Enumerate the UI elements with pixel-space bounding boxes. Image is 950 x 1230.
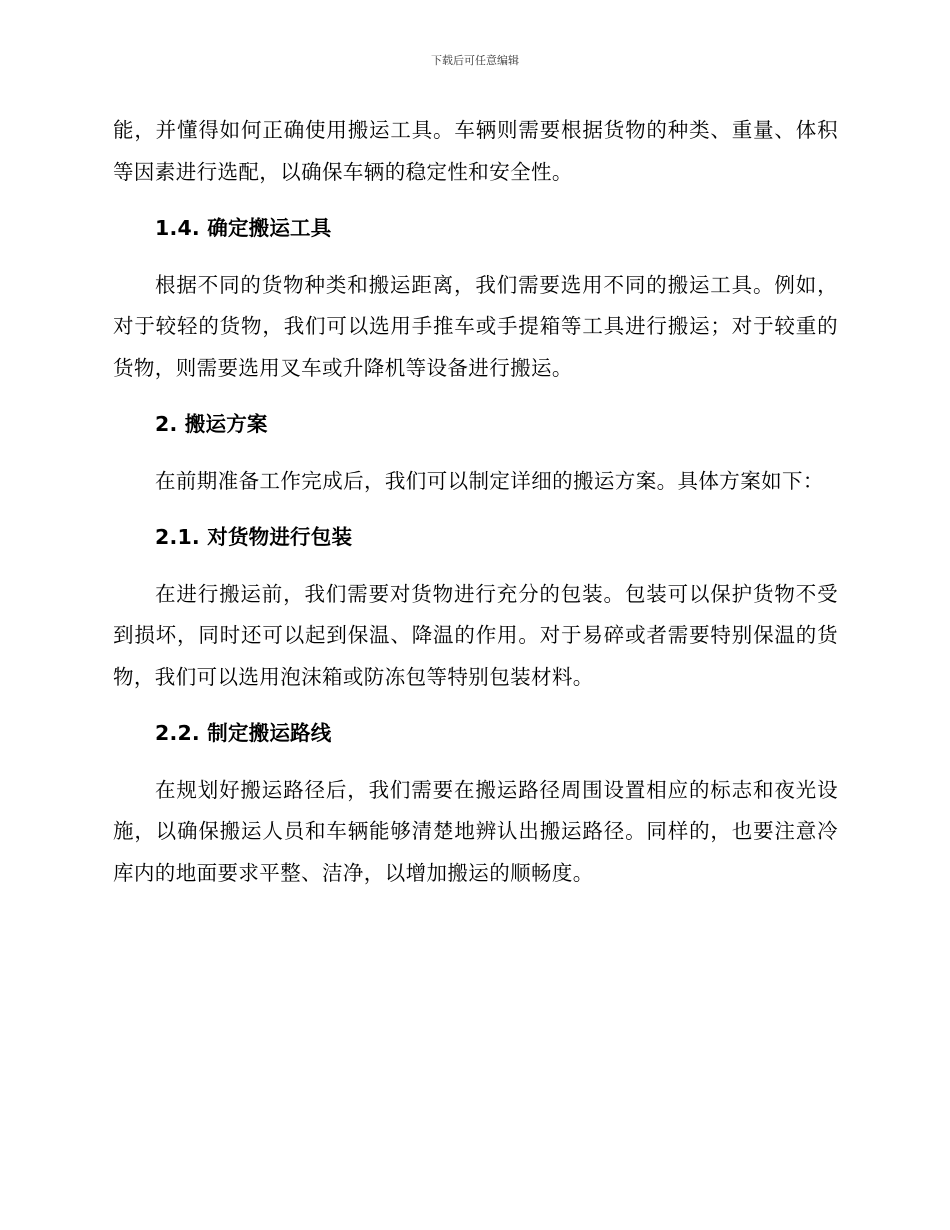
paragraph-tools: 根据不同的货物种类和搬运距离，我们需要选用不同的搬运工具。例如，对于较轻的货物，我们可以选用手推车或手提箱等工具进行搬运；对于较重的货物，则需要选用叉车或升降机等设备进行搬运。 <box>113 272 838 380</box>
paragraph-continued: 能，并懂得如何正确使用搬运工具。车辆则需要根据货物的种类、重量、体积等因素进行选配，以确保车辆的稳定性和安全性。 <box>113 118 838 184</box>
section-heading-2: 2. 搬运方案 <box>155 412 268 436</box>
paragraph-plan: 在前期准备工作完成后，我们可以制定详细的搬运方案。具体方案如下： <box>155 468 824 493</box>
section-heading-1-4: 1.4. 确定搬运工具 <box>155 216 332 240</box>
paragraph-packaging: 在进行搬运前，我们需要对货物进行充分的包装。包装可以保护货物不受到损坏，同时还可以起到保温、降温的作用。对于易碎或者需要特别保温的货物，我们可以选用泡沫箱或防冻包等特别包装材料。 <box>113 581 838 689</box>
section-heading-2-1: 2.1. 对货物进行包装 <box>155 525 353 549</box>
page-header: 下载后可任意编辑 <box>431 54 519 67</box>
document-body <box>113 110 838 894</box>
section-heading-2-2: 2.2. 制定搬运路线 <box>155 721 332 745</box>
paragraph-route: 在规划好搬运路径后，我们需要在搬运路径周围设置相应的标志和夜光设施，以确保搬运人员和车辆能够清楚地辨认出搬运路径。同样的，也要注意冷库内的地面要求平整、洁净，以增加搬运的顺畅度。 <box>113 777 838 885</box>
